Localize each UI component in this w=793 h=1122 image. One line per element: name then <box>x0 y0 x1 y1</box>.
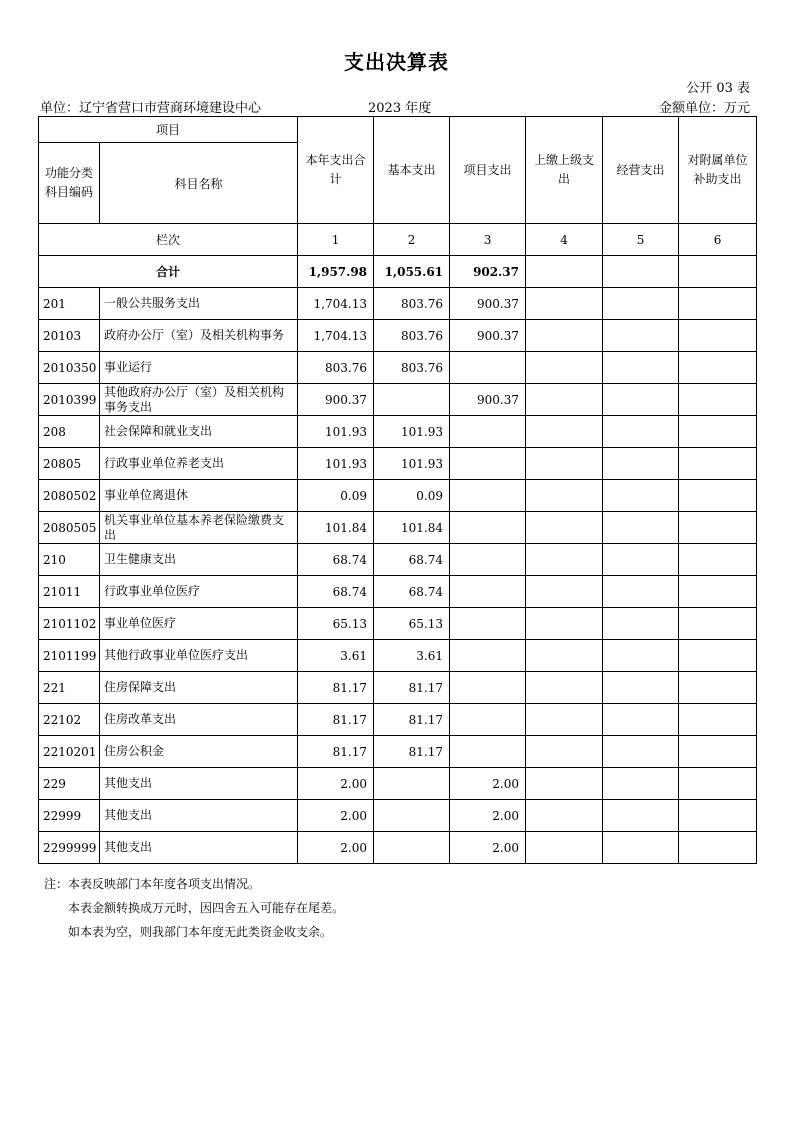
table-row <box>39 640 757 672</box>
row-project <box>450 416 526 448</box>
index-4: 4 <box>526 224 603 256</box>
row-code: 20805 <box>39 448 100 480</box>
year-label: 2023 年度 <box>368 101 432 116</box>
row-code: 2101102 <box>39 608 100 640</box>
row-business <box>603 512 679 544</box>
row-basic: 3.61 <box>374 640 450 672</box>
row-name: 住房改革支出 <box>100 704 298 736</box>
row-project <box>450 704 526 736</box>
row-upper <box>526 672 603 704</box>
row-total: 2.00 <box>298 832 374 864</box>
row-basic: 803.76 <box>374 352 450 384</box>
table-row <box>39 320 757 352</box>
row-basic: 81.17 <box>374 736 450 768</box>
row-business <box>603 480 679 512</box>
row-business <box>603 608 679 640</box>
row-basic <box>374 768 450 800</box>
row-basic: 81.17 <box>374 704 450 736</box>
row-code: 22102 <box>39 704 100 736</box>
row-upper <box>526 352 603 384</box>
row-upper <box>526 640 603 672</box>
row-total: 2.00 <box>298 800 374 832</box>
row-code: 210 <box>39 544 100 576</box>
row-total: 68.74 <box>298 576 374 608</box>
row-name: 事业运行 <box>100 352 298 384</box>
row-name: 其他政府办公厅（室）及相关机构事务支出 <box>100 384 298 416</box>
row-code: 221 <box>39 672 100 704</box>
row-name: 其他支出 <box>100 768 298 800</box>
row-name: 其他支出 <box>100 832 298 864</box>
row-subsidy <box>679 512 757 544</box>
row-subsidy <box>679 576 757 608</box>
total-upper <box>526 256 603 288</box>
meta-row <box>40 97 750 115</box>
header-subject-name: 科目名称 <box>100 143 298 224</box>
header-col-project: 项目支出 <box>450 117 526 224</box>
amount-unit: 金额单位：万元 <box>658 101 750 116</box>
row-basic: 101.84 <box>374 512 450 544</box>
table-row <box>39 736 757 768</box>
row-project <box>450 576 526 608</box>
row-name: 机关事业单位基本养老保险缴费支出 <box>100 512 298 544</box>
row-total: 81.17 <box>298 736 374 768</box>
row-upper <box>526 736 603 768</box>
row-subsidy <box>679 352 757 384</box>
row-code: 229 <box>39 768 100 800</box>
row-basic: 81.17 <box>374 672 450 704</box>
row-upper <box>526 480 603 512</box>
row-total: 900.37 <box>298 384 374 416</box>
total-amount: 1,957.98 <box>298 256 374 288</box>
table-row <box>39 480 757 512</box>
row-code: 201 <box>39 288 100 320</box>
row-business <box>603 544 679 576</box>
row-name: 事业单位离退休 <box>100 480 298 512</box>
row-total: 68.74 <box>298 544 374 576</box>
row-upper <box>526 832 603 864</box>
index-2: 2 <box>374 224 450 256</box>
table-row <box>39 384 757 416</box>
row-code: 2080505 <box>39 512 100 544</box>
row-upper <box>526 416 603 448</box>
row-name: 行政事业单位医疗 <box>100 576 298 608</box>
row-business <box>603 288 679 320</box>
row-subsidy <box>679 832 757 864</box>
form-code: 公开 03 表 <box>686 81 750 96</box>
header-col-upper: 上缴上级支出 <box>526 117 603 224</box>
row-code: 21011 <box>39 576 100 608</box>
total-basic: 1,055.61 <box>374 256 450 288</box>
row-subsidy <box>679 416 757 448</box>
total-label: 合计 <box>39 256 298 288</box>
row-code: 2299999 <box>39 832 100 864</box>
unit-label: 单位：辽宁省营口市营商环境建设中心 <box>40 101 262 116</box>
row-project <box>450 352 526 384</box>
row-code: 2010399 <box>39 384 100 416</box>
total-business <box>603 256 679 288</box>
table-row <box>39 448 757 480</box>
note-2: 本表金额转换成万元时，因四舍五入可能存在尾差。 <box>68 901 345 915</box>
row-project: 900.37 <box>450 320 526 352</box>
row-business <box>603 704 679 736</box>
row-basic: 68.74 <box>374 544 450 576</box>
row-subsidy <box>679 544 757 576</box>
row-business <box>603 448 679 480</box>
row-subsidy <box>679 448 757 480</box>
row-total: 0.09 <box>298 480 374 512</box>
row-name: 住房公积金 <box>100 736 298 768</box>
row-project <box>450 736 526 768</box>
row-name: 一般公共服务支出 <box>100 288 298 320</box>
row-project <box>450 672 526 704</box>
row-name: 卫生健康支出 <box>100 544 298 576</box>
row-basic <box>374 800 450 832</box>
table-row <box>39 352 757 384</box>
table-row <box>39 800 757 832</box>
row-total: 803.76 <box>298 352 374 384</box>
row-business <box>603 320 679 352</box>
row-upper <box>526 768 603 800</box>
row-code: 2010350 <box>39 352 100 384</box>
row-code: 22999 <box>39 800 100 832</box>
row-upper <box>526 576 603 608</box>
total-row <box>39 256 757 288</box>
row-name: 社会保障和就业支出 <box>100 416 298 448</box>
header-project: 项目 <box>39 117 298 143</box>
row-total: 101.93 <box>298 448 374 480</box>
row-subsidy <box>679 640 757 672</box>
row-name: 住房保障支出 <box>100 672 298 704</box>
table-row <box>39 672 757 704</box>
header-col-subsidy: 对附属单位补助支出 <box>679 117 757 224</box>
row-project: 2.00 <box>450 832 526 864</box>
row-project <box>450 512 526 544</box>
row-business <box>603 352 679 384</box>
row-upper <box>526 512 603 544</box>
row-project: 2.00 <box>450 768 526 800</box>
row-subsidy <box>679 384 757 416</box>
notes <box>44 872 344 944</box>
row-total: 101.84 <box>298 512 374 544</box>
row-upper <box>526 448 603 480</box>
row-total: 3.61 <box>298 640 374 672</box>
row-project: 2.00 <box>450 800 526 832</box>
row-code: 208 <box>39 416 100 448</box>
row-subsidy <box>679 736 757 768</box>
row-total: 101.93 <box>298 416 374 448</box>
total-subsidy <box>679 256 757 288</box>
row-basic: 101.93 <box>374 416 450 448</box>
row-business <box>603 576 679 608</box>
table-row <box>39 544 757 576</box>
header-func-code: 功能分类科目编码 <box>39 143 100 224</box>
row-upper <box>526 704 603 736</box>
row-basic: 65.13 <box>374 608 450 640</box>
row-code: 2101199 <box>39 640 100 672</box>
table-row <box>39 608 757 640</box>
table-row <box>39 832 757 864</box>
row-total: 65.13 <box>298 608 374 640</box>
row-basic: 803.76 <box>374 320 450 352</box>
table-row <box>39 704 757 736</box>
row-project <box>450 480 526 512</box>
expenditure-table <box>38 116 757 864</box>
row-project <box>450 448 526 480</box>
row-total: 1,704.13 <box>298 288 374 320</box>
row-subsidy <box>679 608 757 640</box>
row-basic: 101.93 <box>374 448 450 480</box>
index-5: 5 <box>603 224 679 256</box>
row-project <box>450 608 526 640</box>
row-upper <box>526 320 603 352</box>
row-subsidy <box>679 704 757 736</box>
row-name: 行政事业单位养老支出 <box>100 448 298 480</box>
row-business <box>603 640 679 672</box>
row-name: 政府办公厅（室）及相关机构事务 <box>100 320 298 352</box>
row-business <box>603 768 679 800</box>
row-upper <box>526 384 603 416</box>
table-row <box>39 288 757 320</box>
table-row <box>39 416 757 448</box>
row-name: 其他行政事业单位医疗支出 <box>100 640 298 672</box>
row-subsidy <box>679 768 757 800</box>
row-business <box>603 800 679 832</box>
row-name: 事业单位医疗 <box>100 608 298 640</box>
header-col-business: 经营支出 <box>603 117 679 224</box>
row-business <box>603 832 679 864</box>
header-col-total: 本年支出合计 <box>298 117 374 224</box>
note-1: 注：本表反映部门本年度各项支出情况。 <box>44 877 261 891</box>
row-total: 1,704.13 <box>298 320 374 352</box>
row-code: 20103 <box>39 320 100 352</box>
index-6: 6 <box>679 224 757 256</box>
row-basic: 803.76 <box>374 288 450 320</box>
row-upper <box>526 288 603 320</box>
row-total: 2.00 <box>298 768 374 800</box>
row-subsidy <box>679 288 757 320</box>
row-project <box>450 544 526 576</box>
row-project: 900.37 <box>450 288 526 320</box>
row-code: 2210201 <box>39 736 100 768</box>
row-upper <box>526 544 603 576</box>
row-subsidy <box>679 800 757 832</box>
header-row-index: 栏次 <box>39 224 298 256</box>
note-3: 如本表为空，则我部门本年度无此类资金收支余。 <box>68 925 333 939</box>
row-total: 81.17 <box>298 704 374 736</box>
row-code: 2080502 <box>39 480 100 512</box>
row-total: 81.17 <box>298 672 374 704</box>
index-3: 3 <box>450 224 526 256</box>
row-subsidy <box>679 672 757 704</box>
row-name: 其他支出 <box>100 800 298 832</box>
row-business <box>603 736 679 768</box>
row-business <box>603 672 679 704</box>
row-subsidy <box>679 480 757 512</box>
row-basic <box>374 384 450 416</box>
row-basic: 0.09 <box>374 480 450 512</box>
row-basic: 68.74 <box>374 576 450 608</box>
row-business <box>603 384 679 416</box>
header-col-basic: 基本支出 <box>374 117 450 224</box>
total-project: 902.37 <box>450 256 526 288</box>
table-row <box>39 512 757 544</box>
index-1: 1 <box>298 224 374 256</box>
row-business <box>603 416 679 448</box>
row-subsidy <box>679 320 757 352</box>
table-row <box>39 576 757 608</box>
row-basic <box>374 832 450 864</box>
row-upper <box>526 608 603 640</box>
row-upper <box>526 800 603 832</box>
page-title: 支出决算表 <box>344 50 449 74</box>
row-project: 900.37 <box>450 384 526 416</box>
table-row <box>39 768 757 800</box>
row-project <box>450 640 526 672</box>
